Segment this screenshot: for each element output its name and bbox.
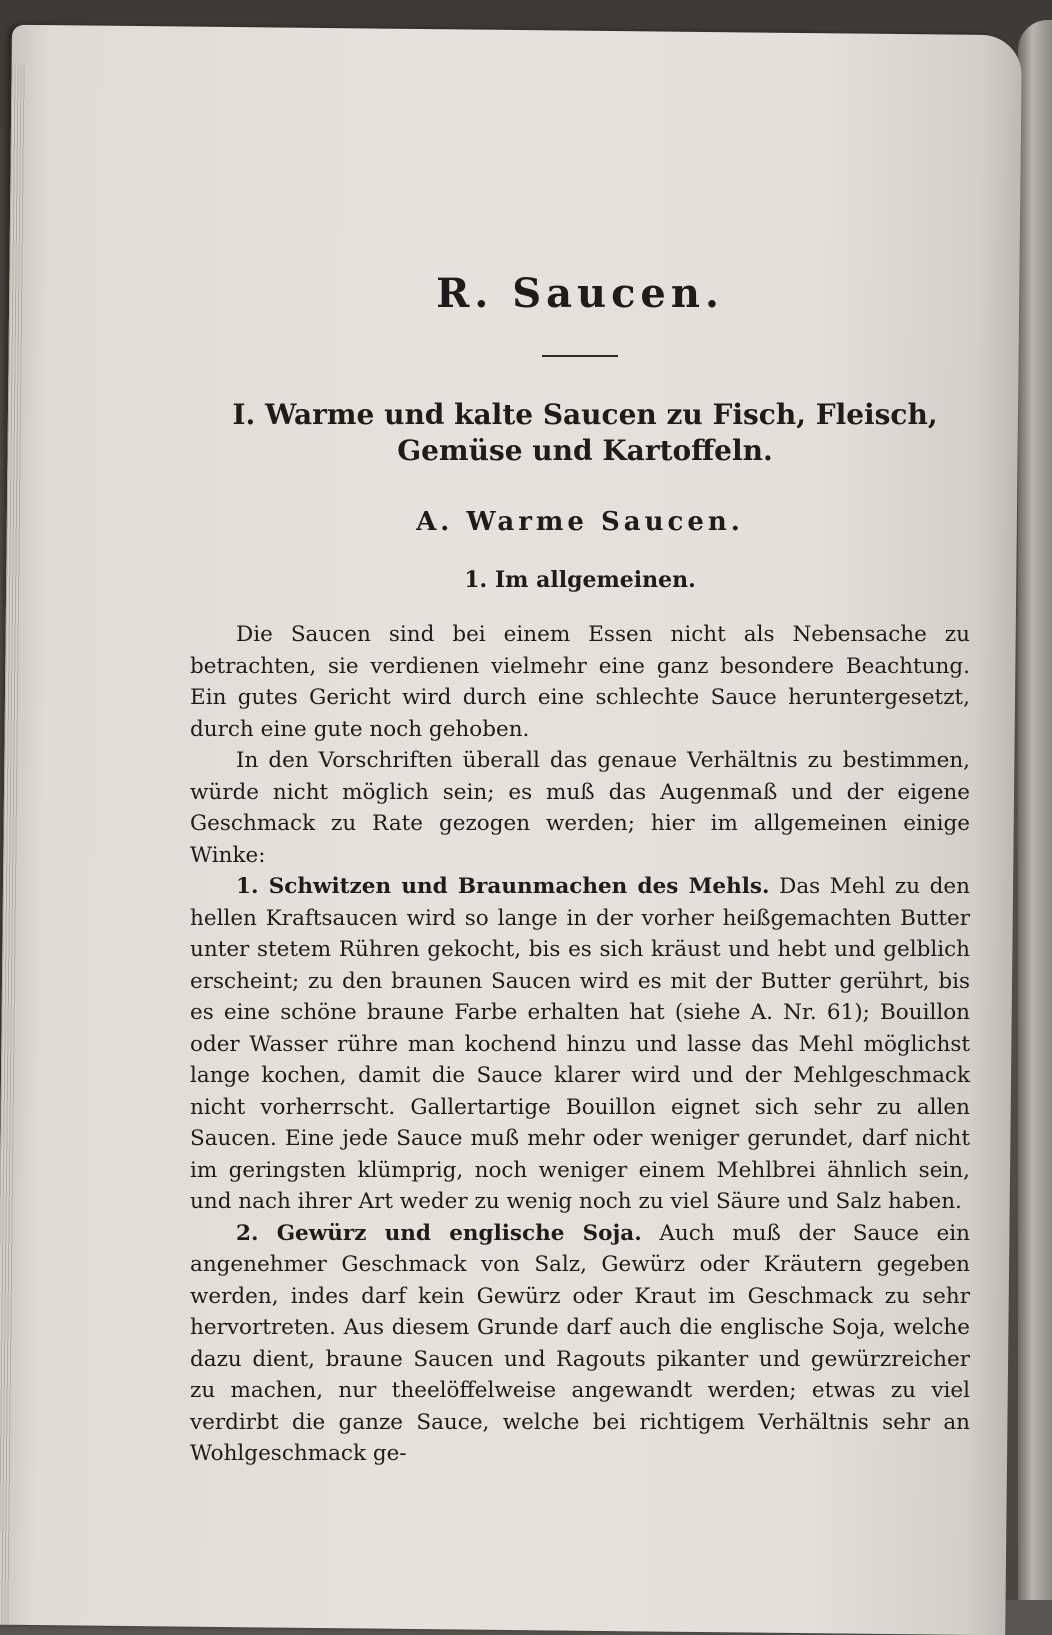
- paragraph: [190, 1218, 970, 1470]
- chapter-title: R. Saucen.: [436, 270, 724, 317]
- paragraph-text: Das Mehl zu den hellen Kraftsaucen wird so lange in der vorher heißgemachten Butter unter stetem Rühren gekocht, bis es sich kräust und hebt und gelblich erscheint; zu den braunen Saucen wird es mit der Butter gerührt, bis es eine schöne braune Farbe erhalten hat (siehe A. Nr. 61); Bouillon oder Wasser rühre man kochend hinzu und lasse das Mehl möglichst lange kochen, damit die Sauce klarer wird und der Mehlgeschmack nicht vorherrscht. Gallertartige Bouillon eignet sich sehr zu allen Saucen. Eine jede Sauce muß mehr oder weniger gerundet, darf nicht im geringsten klümprig, noch weniger einem Mehlbrei ähnlich sein, und nach ihrer Art weder zu wenig noch zu viel Säure und Salz haben.: [190, 874, 970, 1214]
- paragraph: [190, 871, 970, 1218]
- paragraph-lead: 1. Schwitzen und Braunmachen des Mehls.: [236, 874, 770, 899]
- paragraph: [190, 745, 970, 871]
- section-title: I. Warme und kalte Saucen zu Fisch, Fleisch, Gemüse und Kartoffeln.: [232, 398, 938, 467]
- paragraph-lead: 2. Gewürz und englische Soja.: [236, 1220, 642, 1246]
- paragraph: [190, 619, 970, 745]
- next-page-edge: [1018, 20, 1052, 1600]
- paragraph-text: In den Vorschriften überall das genaue Verhältnis zu bestimmen, würde nicht möglich sein; es muß das Augenmaß und der eigene Geschmack zu Rate gezogen werden; hier im allgemeinen einige Winke:: [190, 748, 970, 868]
- subsection-title: A. Warme Saucen.: [416, 507, 744, 537]
- subsubsection-title: 1. Im allgemeinen.: [464, 567, 696, 593]
- title-divider: [542, 355, 618, 357]
- page-content: [190, 270, 970, 1470]
- page-stack-edge: [0, 65, 26, 1625]
- paragraph-text: Auch muß der Sauce ein angenehmer Geschmack von Salz, Gewürz oder Kräutern gegeben werden, indes darf kein Gewürz oder Kraut im Geschmack zu sehr hervortreten. Aus diesem Grunde darf auch die englische Soja, welche dazu dient, braune Saucen und Ragouts pikanter und gewürzreicher zu machen, nur theelöffelweise angewandt werden; etwas zu viel verdirbt die ganze Sauce, welche bei richtigem Verhältnis sehr an Wohlgeschmack ge-: [190, 1220, 970, 1466]
- paragraph-text: Die Saucen sind bei einem Essen nicht als Nebensache zu betrachten, sie verdienen vielmehr eine ganz besondere Beachtung. Ein gutes Gericht wird durch eine schlechte Sauce heruntergesetzt, durch eine gute noch gehoben.: [190, 622, 970, 742]
